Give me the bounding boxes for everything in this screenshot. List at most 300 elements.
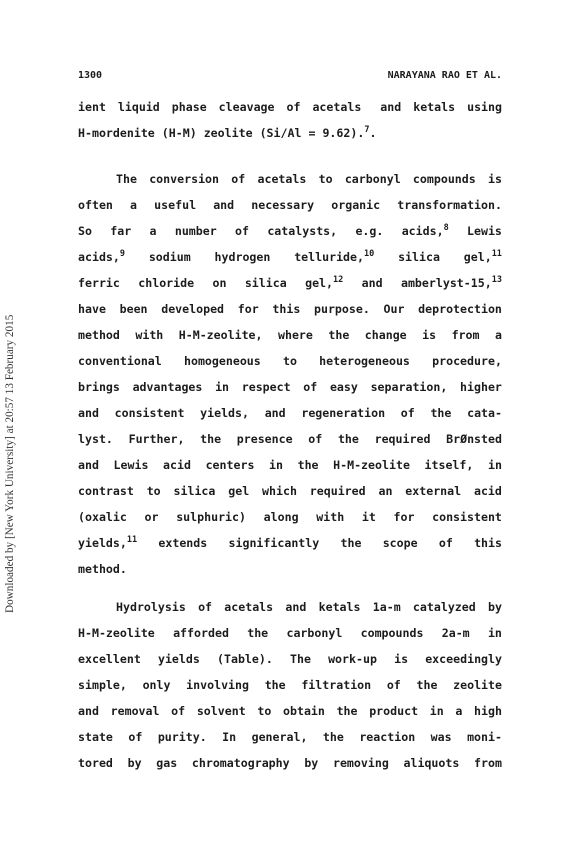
- word-text: and: [78, 458, 99, 472]
- word: [78, 676, 127, 694]
- word: [174, 482, 216, 500]
- word: [265, 404, 286, 422]
- word: [78, 728, 113, 746]
- word-text: a: [149, 224, 157, 238]
- reference-superscript: 11: [491, 249, 502, 259]
- word: [460, 378, 502, 396]
- word-text: 2a-m: [441, 626, 470, 640]
- word: [158, 650, 200, 668]
- word-text: and: [285, 600, 307, 614]
- word: [361, 624, 424, 642]
- text-line: [78, 754, 502, 772]
- word: [425, 456, 474, 474]
- word: [147, 482, 161, 500]
- word: [143, 676, 171, 694]
- word: [333, 754, 389, 772]
- word: [269, 456, 283, 474]
- word: [238, 300, 259, 318]
- word: [114, 456, 149, 474]
- word: [402, 222, 449, 240]
- word-text: (Si/Al: [259, 126, 302, 140]
- word: [301, 676, 371, 694]
- word-text: work-up: [328, 652, 377, 666]
- reference-superscript: 12: [333, 275, 344, 285]
- word: [333, 456, 410, 474]
- text-line: [78, 728, 502, 746]
- word-text: carbonyl: [344, 172, 401, 186]
- word-text: number: [174, 224, 217, 238]
- word-text: cata-: [467, 406, 502, 420]
- reference-superscript: 13: [491, 275, 502, 285]
- word-text: tored: [78, 756, 113, 770]
- word: [488, 456, 502, 474]
- word-text: consistent: [432, 510, 502, 524]
- word-text: required: [374, 432, 431, 446]
- text-line: [78, 378, 502, 396]
- text-line: [78, 508, 502, 526]
- word-text: centers: [205, 458, 255, 472]
- word-text: contrast: [78, 484, 134, 498]
- word-text: organic: [331, 198, 381, 212]
- text-line: [78, 352, 502, 370]
- word-text: easy: [329, 380, 358, 394]
- word: [158, 728, 207, 746]
- word: [362, 274, 383, 292]
- word-text: in: [269, 458, 283, 472]
- word: [442, 624, 470, 642]
- word-text: or: [144, 510, 159, 524]
- word-text: scope: [382, 536, 418, 550]
- download-watermark: Downloaded by [New York University] at 20:57 13 February 2015: [4, 314, 16, 613]
- word-text: and: [373, 100, 402, 114]
- word: [453, 676, 502, 694]
- word-text: Our: [383, 302, 405, 316]
- word: [186, 676, 249, 694]
- word-text: general,: [251, 730, 308, 744]
- word: [231, 170, 245, 188]
- word: [217, 650, 273, 668]
- word: [111, 702, 160, 720]
- word-text: is: [394, 652, 409, 666]
- word: [305, 274, 343, 292]
- word: [173, 624, 229, 642]
- word-text: in: [215, 380, 230, 394]
- word-text: e.g.: [355, 224, 384, 238]
- word: [474, 754, 502, 772]
- word: [474, 482, 502, 500]
- word-text: by: [127, 756, 142, 770]
- word: [278, 326, 313, 344]
- word: [78, 482, 134, 500]
- word: [198, 598, 212, 616]
- word-text: BrØnsted: [446, 432, 502, 446]
- word-text: separation,: [370, 380, 448, 394]
- word-text: deprotection: [418, 302, 502, 316]
- word-text: of: [235, 224, 250, 238]
- word: [301, 404, 385, 422]
- word-text: consistent: [114, 406, 185, 420]
- word: [78, 650, 141, 668]
- word: [192, 754, 290, 772]
- word-text: 1a-m: [372, 600, 401, 614]
- word-text: regeneration: [301, 406, 386, 420]
- word-text: external: [405, 484, 462, 498]
- word-text: hydrogen: [214, 250, 271, 264]
- word-text: telluride,: [294, 250, 364, 264]
- text-line: [78, 300, 502, 318]
- text-line: [78, 274, 502, 292]
- word: [488, 170, 502, 188]
- word-text: of: [231, 172, 246, 186]
- word-text: simple,: [78, 678, 127, 692]
- reference-superscript: 7: [364, 125, 370, 135]
- word: [323, 728, 344, 746]
- word: [116, 598, 186, 616]
- word: [425, 650, 502, 668]
- word-text: it: [361, 510, 376, 524]
- word: [413, 598, 476, 616]
- word: [338, 430, 359, 448]
- reference-superscript: 11: [126, 535, 138, 545]
- word-text: catalyzed: [412, 600, 476, 614]
- word: [432, 508, 502, 526]
- word-text: zeolite: [203, 126, 253, 140]
- word-text: the: [297, 458, 319, 472]
- word-text: =: [308, 126, 316, 140]
- word-text: yields: [157, 652, 200, 666]
- word-text: of: [303, 380, 318, 394]
- word-text: was: [430, 730, 452, 744]
- word-text: removal: [110, 704, 160, 718]
- word-text: silica: [398, 250, 440, 264]
- word: [308, 430, 322, 448]
- word: [383, 534, 418, 552]
- word-text: obtain: [283, 704, 325, 718]
- word-text: exceedingly: [425, 652, 502, 666]
- word: [78, 248, 125, 266]
- word-text: in: [487, 458, 502, 472]
- word: [78, 378, 120, 396]
- word: [319, 352, 410, 370]
- word: [129, 430, 185, 448]
- word: [355, 222, 383, 240]
- page-header: [78, 70, 502, 86]
- word: [78, 274, 120, 292]
- word: [130, 196, 137, 214]
- word-text: and: [78, 704, 99, 718]
- word: [110, 222, 131, 240]
- word-text: and: [213, 198, 235, 212]
- word: [467, 98, 502, 116]
- word-text: with: [135, 328, 164, 342]
- word: [384, 300, 405, 318]
- word: [172, 98, 207, 116]
- word-text: Lewis: [113, 458, 149, 472]
- text-line: [78, 624, 502, 642]
- word-text: this: [474, 536, 502, 550]
- word-text: aliquots: [403, 756, 460, 770]
- word: [252, 728, 308, 746]
- word-text: (Table).: [217, 652, 273, 666]
- word-text: of: [198, 600, 213, 614]
- word-text: extends: [158, 536, 208, 550]
- word: [422, 326, 436, 344]
- word-text: developed: [161, 302, 225, 316]
- word-text: to: [257, 704, 272, 718]
- word: [116, 170, 137, 188]
- word-text: of: [171, 704, 186, 718]
- word-text: acetals: [257, 172, 307, 186]
- word-text: cleavage: [218, 100, 275, 114]
- word-text: H-M-zeolite: [78, 626, 155, 640]
- word: [235, 222, 249, 240]
- word: [171, 702, 185, 720]
- word: [237, 430, 293, 448]
- word: [413, 170, 476, 188]
- punctuation: .: [369, 126, 377, 140]
- text-line: [78, 430, 502, 448]
- word: [328, 326, 349, 344]
- word-text: silica: [173, 484, 216, 498]
- text-line: [78, 676, 502, 694]
- word: [118, 98, 160, 116]
- word-text: by: [488, 600, 502, 614]
- word: [290, 650, 311, 668]
- word: [78, 534, 137, 552]
- word: [156, 754, 177, 772]
- text-line: [78, 404, 502, 422]
- word: [78, 300, 106, 318]
- word-text: gel,: [463, 250, 492, 264]
- word: [78, 222, 92, 240]
- word: [184, 352, 261, 370]
- word-text: advantages: [132, 380, 203, 394]
- word: [272, 300, 300, 318]
- word-text: high: [474, 704, 502, 718]
- word: [430, 702, 444, 720]
- word-text: compounds: [360, 626, 424, 640]
- word: [162, 124, 197, 142]
- word-text: the: [322, 730, 344, 744]
- word: [78, 98, 106, 116]
- word: [401, 274, 502, 292]
- word-text: along: [263, 510, 299, 524]
- word: [413, 98, 455, 116]
- word: [467, 222, 502, 240]
- word: [200, 404, 249, 422]
- word-text: the: [416, 678, 438, 692]
- word-text: of: [286, 100, 301, 114]
- word: [78, 326, 120, 344]
- word-text: and: [264, 406, 286, 420]
- word-text: an: [378, 484, 393, 498]
- word: [474, 702, 502, 720]
- word: [286, 624, 342, 642]
- text-line: [78, 534, 502, 552]
- word-text: ketals: [318, 600, 361, 614]
- word: [245, 274, 287, 292]
- word-text: sulphuric): [176, 510, 246, 524]
- word: [373, 598, 401, 616]
- word-text: Lewis: [467, 224, 502, 238]
- word: [78, 754, 113, 772]
- word-text: catalysts,: [267, 224, 338, 238]
- word: [176, 508, 246, 526]
- text-line: [78, 170, 502, 188]
- word-text: zeolite: [453, 678, 502, 692]
- word-text: reaction: [359, 730, 416, 744]
- word: [387, 676, 401, 694]
- word-text: ketals: [413, 100, 456, 114]
- word: [257, 170, 306, 188]
- word: [488, 624, 502, 642]
- word: [219, 98, 275, 116]
- word-text: liquid: [117, 100, 160, 114]
- word: [78, 508, 127, 526]
- word-text: in: [429, 704, 444, 718]
- word: [267, 222, 337, 240]
- word-text: to: [318, 172, 333, 186]
- word-text: yields,: [200, 406, 250, 420]
- word: [228, 482, 249, 500]
- word-text: presence: [236, 432, 293, 446]
- word: [394, 650, 408, 668]
- word-text: chromatography: [191, 756, 290, 770]
- word-text: acetals: [312, 100, 362, 114]
- word-text: ient: [78, 100, 106, 114]
- word-text: brings: [78, 380, 120, 394]
- word: [304, 754, 318, 772]
- word-text: So: [78, 224, 92, 238]
- word-text: for: [237, 302, 259, 316]
- word-text: carbonyl: [286, 626, 343, 640]
- text-line: [78, 98, 502, 116]
- text-line: [78, 482, 502, 500]
- word-text: chloride: [138, 276, 195, 290]
- word: [145, 508, 159, 526]
- word-text: to: [282, 354, 297, 368]
- reference-superscript: 9: [119, 249, 126, 259]
- word-text: from: [474, 756, 502, 770]
- word-text: significantly: [228, 536, 320, 550]
- word-text: itself,: [424, 458, 474, 472]
- word: [404, 754, 460, 772]
- text-line: [78, 598, 502, 616]
- word: [257, 702, 271, 720]
- word: [322, 124, 376, 142]
- text-line: [78, 326, 502, 344]
- word: [264, 508, 299, 526]
- word-text: have: [78, 302, 106, 316]
- word: [200, 430, 221, 448]
- word-text: lyst.: [78, 432, 113, 446]
- word-text: procedure,: [432, 354, 502, 368]
- word: [430, 404, 451, 422]
- word-text: respect: [241, 380, 291, 394]
- word-text: solvent: [196, 704, 246, 718]
- word-text: been: [119, 302, 148, 316]
- word: [375, 430, 431, 448]
- word-text: In: [222, 730, 237, 744]
- word: [149, 248, 191, 266]
- word-text: the: [328, 328, 350, 342]
- word-text: (oxalic: [78, 510, 127, 524]
- word-text: which: [262, 484, 297, 498]
- word-text: method: [78, 328, 120, 342]
- word-text: compounds: [412, 172, 476, 186]
- word: [310, 482, 366, 500]
- word-text: phase: [171, 100, 207, 114]
- word: [303, 378, 317, 396]
- word-text: Hydrolysis: [116, 600, 186, 614]
- word: [308, 124, 315, 142]
- word-text: to: [146, 484, 161, 498]
- word-text: conventional: [78, 354, 162, 368]
- word: [298, 456, 319, 474]
- word: [474, 534, 502, 552]
- word-text: the: [336, 704, 358, 718]
- word: [369, 702, 418, 720]
- word-text: acid: [473, 484, 502, 498]
- word: [378, 482, 392, 500]
- word: [115, 404, 185, 422]
- word-text: acids,: [401, 224, 444, 238]
- word: [467, 728, 502, 746]
- word: [78, 430, 113, 448]
- word-text: involving: [186, 678, 249, 692]
- word: [215, 248, 271, 266]
- text-line: [78, 248, 502, 266]
- word: [432, 352, 502, 370]
- word-text: H-mordenite: [78, 126, 155, 140]
- word: [418, 300, 502, 318]
- word: [158, 534, 207, 552]
- text-line: [78, 456, 502, 474]
- word-text: heterogeneous: [319, 354, 410, 368]
- word: [359, 728, 415, 746]
- word-text: a: [130, 198, 138, 212]
- word: [362, 508, 376, 526]
- word-text: product: [369, 704, 419, 718]
- word: [319, 598, 361, 616]
- text-line: [78, 560, 502, 578]
- word-text: of: [438, 536, 453, 550]
- word: [331, 196, 380, 214]
- word: [446, 430, 502, 448]
- word: [312, 98, 361, 116]
- word: [285, 598, 306, 616]
- word-text: far: [110, 224, 132, 238]
- word-text: often: [78, 198, 113, 212]
- text-line: [78, 222, 502, 240]
- word-text: acid: [163, 458, 191, 472]
- word: [163, 456, 191, 474]
- word: [179, 326, 263, 344]
- word: [371, 378, 448, 396]
- word-text: a: [455, 704, 463, 718]
- word: [78, 624, 155, 642]
- word: [154, 196, 196, 214]
- word-text: from: [451, 328, 480, 342]
- word-text: amberlyst-15,: [400, 276, 492, 290]
- word: [138, 274, 194, 292]
- word: [212, 274, 226, 292]
- word-text: with: [316, 510, 345, 524]
- word: [206, 456, 255, 474]
- word-text: the: [247, 626, 269, 640]
- text-line: [78, 124, 502, 142]
- word: [283, 352, 297, 370]
